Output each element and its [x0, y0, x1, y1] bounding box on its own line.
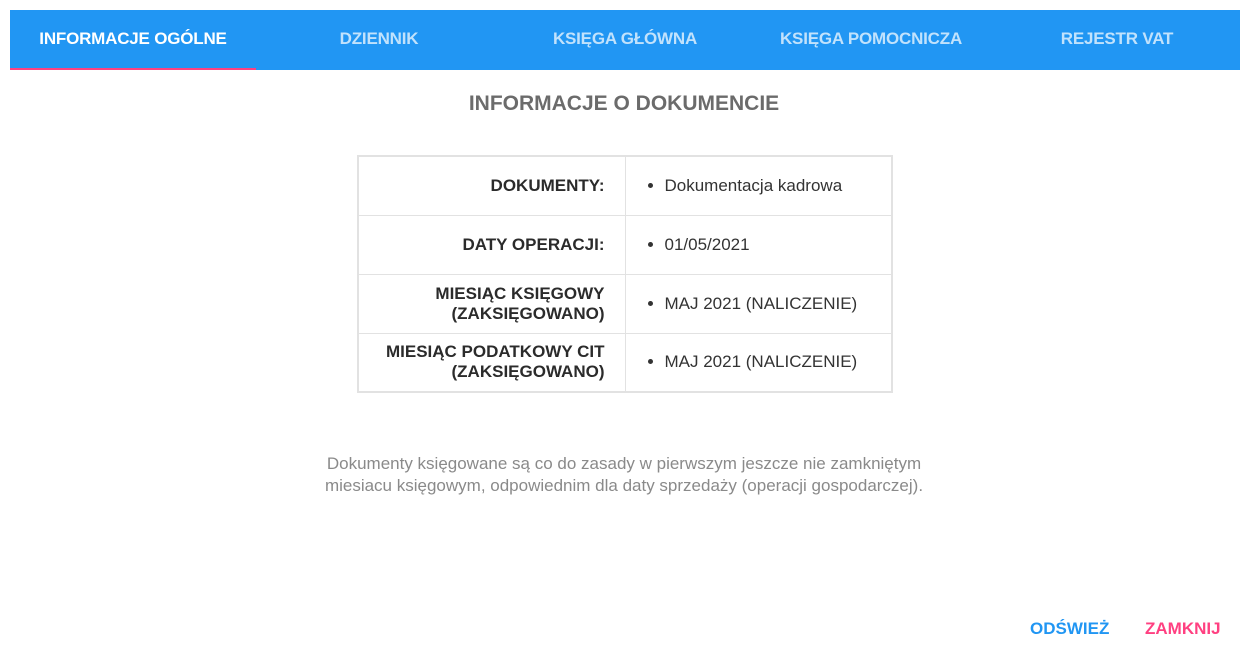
info-note-line: miesiacu księgowym, odpowiednim dla daty sprzedaży (operacji gospodarczej).	[324, 476, 924, 495]
table-row	[358, 274, 892, 333]
row-label-operation-dates	[358, 215, 625, 274]
tab-vat-register[interactable]: REJESTR VAT	[1060, 29, 1174, 48]
row-value-cit-tax-month	[625, 333, 892, 392]
row-value-operation-dates	[625, 215, 892, 274]
tab-general-ledger[interactable]: KSIĘGA GŁÓWNA	[552, 29, 698, 48]
row-label-line: (ZAKSIĘGOWANO)	[451, 303, 605, 323]
row-label-line: DOKUMENTY:	[490, 175, 605, 195]
row-value-accounting-month	[625, 274, 892, 333]
row-label-accounting-month	[358, 274, 625, 333]
tab-journal[interactable]: DZIENNIK	[339, 29, 419, 48]
list-item: • 01/05/2021	[665, 235, 892, 255]
info-note-line: Dokumenty księgowane są co do zasady w pierwszym jeszcze nie zamkniętym	[326, 454, 922, 473]
table-row	[358, 333, 892, 392]
row-label-line: DATY OPERACJI:	[462, 234, 605, 254]
row-label-line: MIESIĄC PODATKOWY CIT	[386, 342, 605, 362]
row-label-documents	[358, 156, 625, 215]
table-row	[358, 215, 892, 274]
list-item: • MAJ 2021 (NALICZENIE)	[665, 294, 892, 314]
list-item: • Dokumentacja kadrowa	[665, 176, 892, 196]
row-label-line: (ZAKSIĘGOWANO)	[451, 362, 605, 382]
row-value-documents	[625, 156, 892, 215]
tab-subsidiary-ledger[interactable]: KSIĘGA POMOCNICZA	[779, 29, 963, 48]
row-label-line: MIESIĄC KSIĘGOWY	[435, 283, 605, 303]
list-item: • MAJ 2021 (NALICZENIE)	[665, 352, 892, 372]
document-info-table	[357, 155, 893, 393]
section-title: INFORMACJE O DOKUMENCIE	[468, 92, 780, 115]
refresh-button[interactable]: ODŚWIEŻ	[1030, 619, 1110, 638]
table-row	[358, 156, 892, 215]
tab-bar	[10, 10, 1240, 70]
row-label-cit-tax-month	[358, 333, 625, 392]
close-button[interactable]: ZAMKNIJ	[1145, 619, 1221, 638]
tab-general-info[interactable]: INFORMACJE OGÓLNE	[10, 10, 256, 70]
info-note	[0, 453, 1248, 497]
